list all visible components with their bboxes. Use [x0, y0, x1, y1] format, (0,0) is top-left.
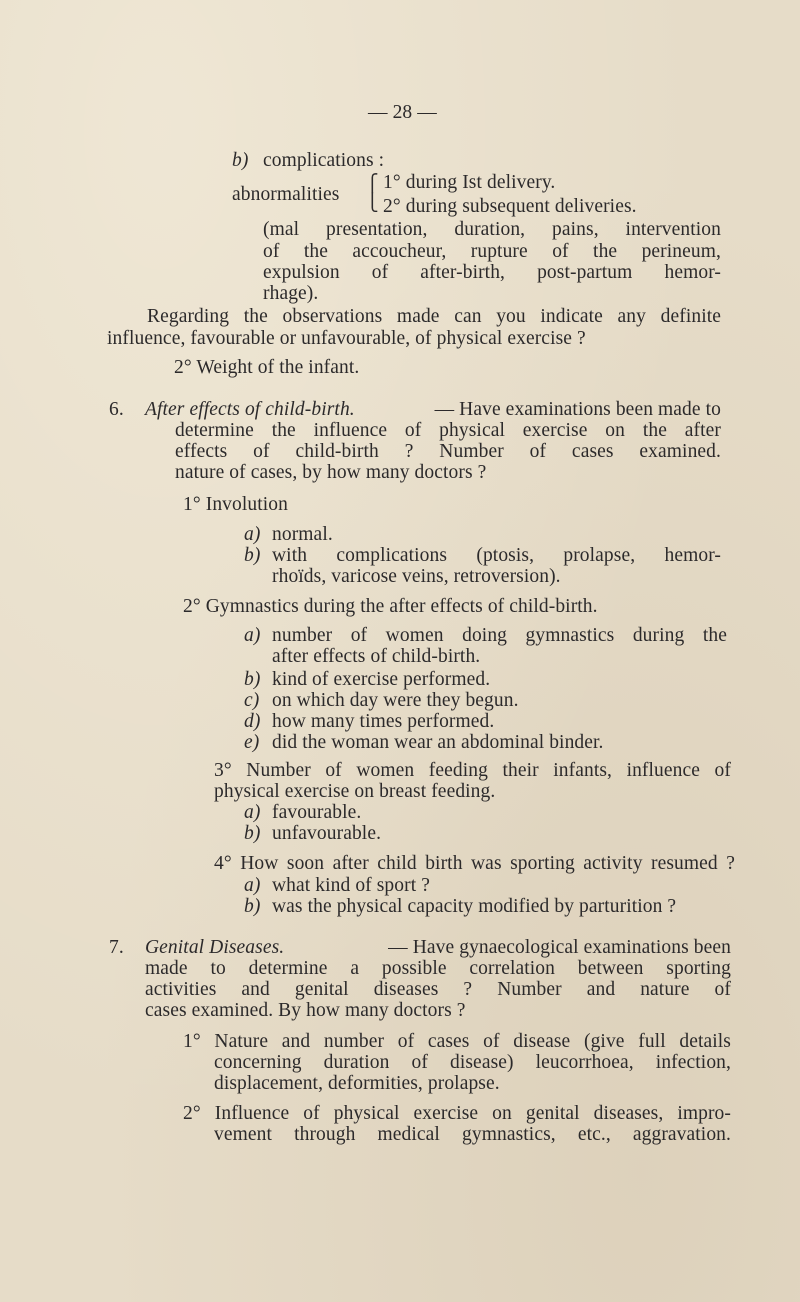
sporting-line: 4° How soon after child birth was sporting activity resumed ? [214, 853, 735, 874]
section-6-line: nature of cases, by how many doctors ? [175, 462, 487, 483]
item-marker: a) [244, 625, 261, 646]
gymnastics-b: kind of exercise performed. [272, 669, 491, 690]
section-7-title: Genital Diseases. [145, 937, 285, 958]
section-6-title: After effects of child-birth. [145, 399, 355, 420]
parenthetical-line: (mal presentation, duration, pains, intervention [263, 219, 721, 240]
complications-heading: complications : [263, 150, 385, 171]
influence-line: 2° Influence of physical exercise on genital diseases, impro- [183, 1103, 731, 1124]
gymnastics-c: on which day were they begun. [272, 690, 519, 711]
nature-line: concerning duration of disease) leucorrhoea, infection, [214, 1052, 731, 1073]
section-7-number: 7. [109, 937, 124, 958]
parenthetical-line: expulsion of after-birth, post-partum hemor- [263, 262, 721, 283]
item-marker: b) [232, 150, 249, 171]
page-number: — 28 — [368, 102, 437, 123]
gymnastics-heading: 2° Gymnastics during the after effects of child-birth. [183, 596, 598, 617]
gymnastics-a: number of women doing gymnastics during the [272, 625, 727, 646]
section-7-line: activities and genital diseases ? Number and nature of [145, 979, 731, 1000]
influence-line: vement through medical gymnastics, etc., aggravation. [214, 1124, 731, 1145]
item-marker: a) [244, 875, 261, 896]
weight-item: 2° Weight of the infant. [174, 357, 360, 378]
section-6-number: 6. [109, 399, 124, 420]
item-marker: c) [244, 690, 260, 711]
brace-top: ⎧ [366, 174, 379, 193]
sporting-a: what kind of sport ? [272, 875, 430, 896]
sporting-b: was the physical capacity modified by parturition ? [272, 896, 677, 917]
abnormalities-line-1: 1° during Ist delivery. [383, 172, 556, 193]
feeding-a: favourable. [272, 802, 362, 823]
item-marker: a) [244, 524, 261, 545]
section-6-line: effects of child-birth ? Number of cases examined. [175, 441, 721, 462]
regarding-line: influence, favourable or unfavourable, of physical exercise ? [107, 328, 586, 349]
gymnastics-e: did the woman wear an abdominal binder. [272, 732, 604, 753]
feeding-line: 3° Number of women feeding their infants, influence of [214, 760, 731, 781]
item-marker: b) [244, 669, 261, 690]
section-6-first-line [145, 399, 721, 420]
brace-bottom: ⎩ [366, 193, 379, 212]
section-7-first-line [145, 937, 731, 958]
gymnastics-d: how many times performed. [272, 711, 495, 732]
section-6-intro: — Have examinations been made to [434, 399, 721, 420]
involution-heading: 1° Involution [183, 494, 288, 515]
parenthetical-line: rhage). [263, 283, 319, 304]
item-marker: b) [244, 823, 261, 844]
abnormalities-label: abnormalities [232, 184, 340, 205]
gymnastics-a-cont: after effects of child-birth. [272, 646, 481, 667]
item-marker: d) [244, 711, 261, 732]
section-7-line: made to determine a possible correlation between sporting [145, 958, 731, 979]
regarding-line: Regarding the observations made can you indicate any definite [147, 306, 721, 327]
parenthetical-line: of the accoucheur, rupture of the perineum, [263, 241, 721, 262]
item-marker: b) [244, 896, 261, 917]
section-6-line: determine the influence of physical exercise on the after [175, 420, 721, 441]
section-7-line: cases examined. By how many doctors ? [145, 1000, 466, 1021]
involution-b: with complications (ptosis, prolapse, hemor- [272, 545, 721, 566]
involution-a: normal. [272, 524, 333, 545]
feeding-line-cont: physical exercise on breast feeding. [214, 781, 496, 802]
item-marker: e) [244, 732, 260, 753]
nature-line: displacement, deformities, prolapse. [214, 1073, 500, 1094]
item-marker: a) [244, 802, 261, 823]
nature-line: 1° Nature and number of cases of disease (give full details [183, 1031, 731, 1052]
involution-b-cont: rhoïds, varicose veins, retroversion). [272, 566, 561, 587]
item-marker: b) [244, 545, 261, 566]
section-7-intro: — Have gynaecological examinations been [388, 937, 731, 958]
feeding-b: unfavourable. [272, 823, 382, 844]
abnormalities-line-2: 2° during subsequent deliveries. [383, 196, 637, 217]
